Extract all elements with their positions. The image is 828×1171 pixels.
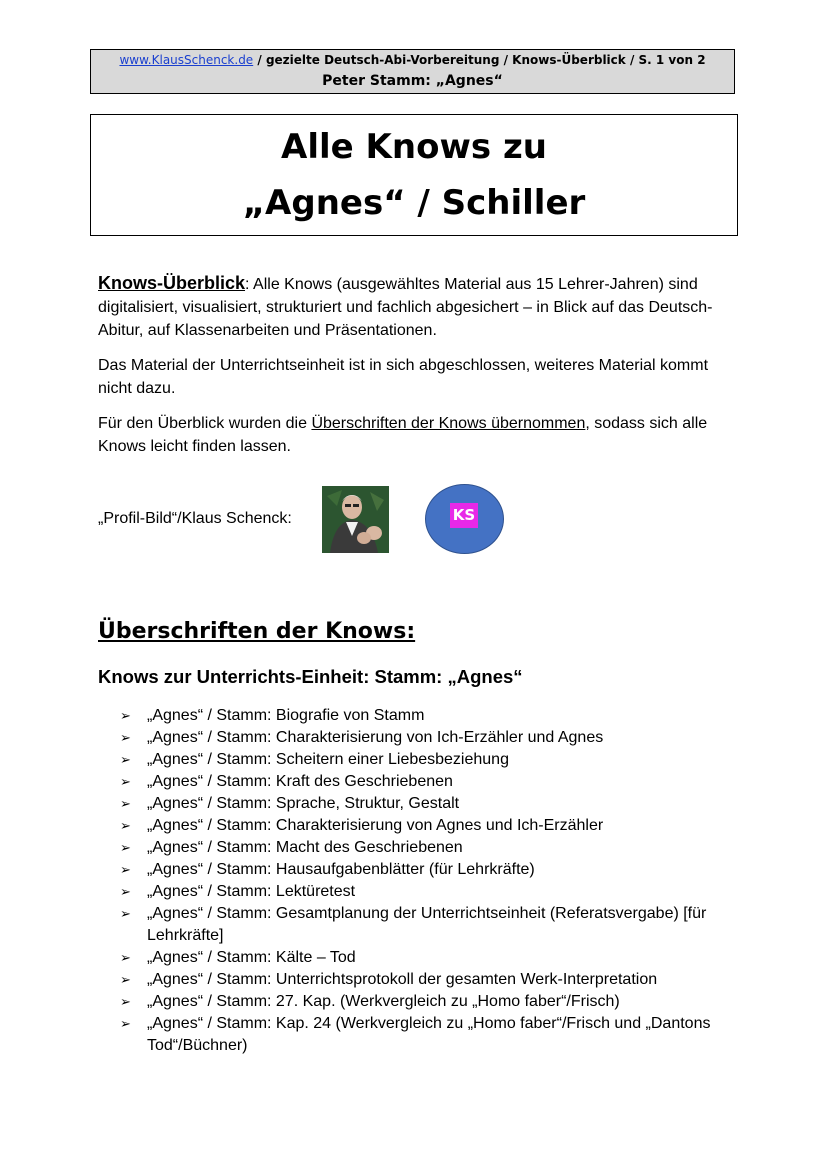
intro-paragraph-3-underlined: Überschriften der Knows übernommen bbox=[311, 415, 586, 432]
list-item-text: „Agnes“ / Stamm: Charakterisierung von Agnes und Ich-Erzähler bbox=[147, 817, 604, 834]
knows-list bbox=[120, 705, 720, 1057]
ks-logo-tag: KS bbox=[450, 503, 478, 528]
intro-text bbox=[98, 272, 728, 470]
header-line bbox=[91, 54, 734, 66]
list-item-text: „Agnes“ / Stamm: Gesamtplanung der Unterrichtseinheit (Referatsvergabe) [für Lehrkräfte] bbox=[147, 905, 707, 944]
list-item-text: „Agnes“ / Stamm: Kraft des Geschriebenen bbox=[147, 773, 453, 790]
arrow-bullet-icon: ➢ bbox=[120, 752, 131, 767]
arrow-bullet-icon: ➢ bbox=[120, 818, 131, 833]
arrow-bullet-icon: ➢ bbox=[120, 950, 131, 965]
arrow-bullet-icon: ➢ bbox=[120, 796, 131, 811]
list-item-text: „Agnes“ / Stamm: Charakterisierung von Ich-Erzähler und Agnes bbox=[147, 729, 604, 746]
header-breadcrumb: / gezielte Deutsch-Abi-Vorbereitung / Knows-Überblick / S. 1 von 2 bbox=[253, 53, 706, 67]
list-item-text: „Agnes“ / Stamm: 27. Kap. (Werkvergleich zu „Homo faber“/Frisch) bbox=[147, 993, 620, 1010]
list-item bbox=[120, 771, 720, 793]
arrow-bullet-icon: ➢ bbox=[120, 774, 131, 789]
arrow-bullet-icon: ➢ bbox=[120, 840, 131, 855]
list-item-text: „Agnes“ / Stamm: Macht des Geschriebenen bbox=[147, 839, 463, 856]
profile-label: „Profil-Bild“/Klaus Schenck: bbox=[98, 510, 292, 527]
list-item-text: „Agnes“ / Stamm: Unterrichtsprotokoll der gesamten Werk-Interpretation bbox=[147, 971, 658, 988]
person-icon bbox=[322, 486, 389, 553]
profile-photo bbox=[322, 486, 389, 553]
list-item-text: „Agnes“ / Stamm: Kap. 24 (Werkvergleich zu „Homo faber“/Frisch und „Dantons Tod“/Büchner) bbox=[147, 1015, 711, 1054]
list-item-text: „Agnes“ / Stamm: Hausaufgabenblätter (für Lehrkräfte) bbox=[147, 861, 535, 878]
list-item bbox=[120, 727, 720, 749]
list-item-text: „Agnes“ / Stamm: Kälte – Tod bbox=[147, 949, 356, 966]
arrow-bullet-icon: ➢ bbox=[120, 884, 131, 899]
intro-paragraph-3-post: , sodass sich alle Knows leicht finden lassen. bbox=[98, 415, 708, 455]
list-item bbox=[120, 749, 720, 771]
intro-paragraph-1-text: : Alle Knows (ausgewähltes Material aus 15 Lehrer-Jahren) sind digitalisiert, visualisiert, strukturiert und fachlich abgesichert – in Blick auf das Deutsch-Abitur, auf Klassenarbeiten und Präsentationen. bbox=[98, 276, 713, 339]
arrow-bullet-icon: ➢ bbox=[120, 972, 131, 987]
arrow-bullet-icon: ➢ bbox=[120, 1016, 131, 1031]
arrow-bullet-icon: ➢ bbox=[120, 906, 131, 921]
page-header bbox=[90, 49, 735, 94]
list-item-text: „Agnes“ / Stamm: Lektüretest bbox=[147, 883, 356, 900]
list-item-text: „Agnes“ / Stamm: Scheitern einer Liebesbeziehung bbox=[147, 751, 509, 768]
list-item bbox=[120, 969, 720, 991]
list-item-text: „Agnes“ / Stamm: Biografie von Stamm bbox=[147, 707, 425, 724]
list-item bbox=[120, 903, 720, 947]
arrow-bullet-icon: ➢ bbox=[120, 730, 131, 745]
intro-paragraph-3 bbox=[98, 412, 728, 458]
page-title-line2: „Agnes“ / Schiller bbox=[242, 183, 586, 223]
unit-heading: Knows zur Unterrichts-Einheit: Stamm: „Agnes“ bbox=[98, 666, 523, 687]
list-item bbox=[120, 815, 720, 837]
arrow-bullet-icon: ➢ bbox=[120, 862, 131, 877]
page-title-line1: Alle Knows zu bbox=[281, 127, 547, 167]
header-subtitle: Peter Stamm: „Agnes“ bbox=[322, 73, 503, 89]
website-link[interactable]: www.KlausSchenck.de bbox=[119, 53, 254, 67]
list-item bbox=[120, 837, 720, 859]
list-item bbox=[120, 881, 720, 903]
list-item bbox=[120, 1013, 720, 1057]
list-item bbox=[120, 947, 720, 969]
list-item bbox=[120, 991, 720, 1013]
arrow-bullet-icon: ➢ bbox=[120, 994, 131, 1009]
ks-logo-badge bbox=[425, 484, 504, 554]
intro-paragraph-1 bbox=[98, 272, 728, 342]
list-item bbox=[120, 859, 720, 881]
intro-paragraph-3-pre: Für den Überblick wurden die bbox=[98, 415, 312, 432]
intro-paragraph-2: Das Material der Unterrichtseinheit ist in sich abgeschlossen, weiteres Material kommt nicht dazu. bbox=[98, 357, 709, 397]
list-item bbox=[120, 705, 720, 727]
list-item-text: „Agnes“ / Stamm: Sprache, Struktur, Gestalt bbox=[147, 795, 460, 812]
list-item bbox=[120, 793, 720, 815]
knows-headings-title: Überschriften der Knows: bbox=[98, 619, 416, 644]
arrow-bullet-icon: ➢ bbox=[120, 708, 131, 723]
knows-overview-keyword: Knows-Überblick bbox=[98, 273, 246, 293]
title-box bbox=[90, 114, 738, 236]
